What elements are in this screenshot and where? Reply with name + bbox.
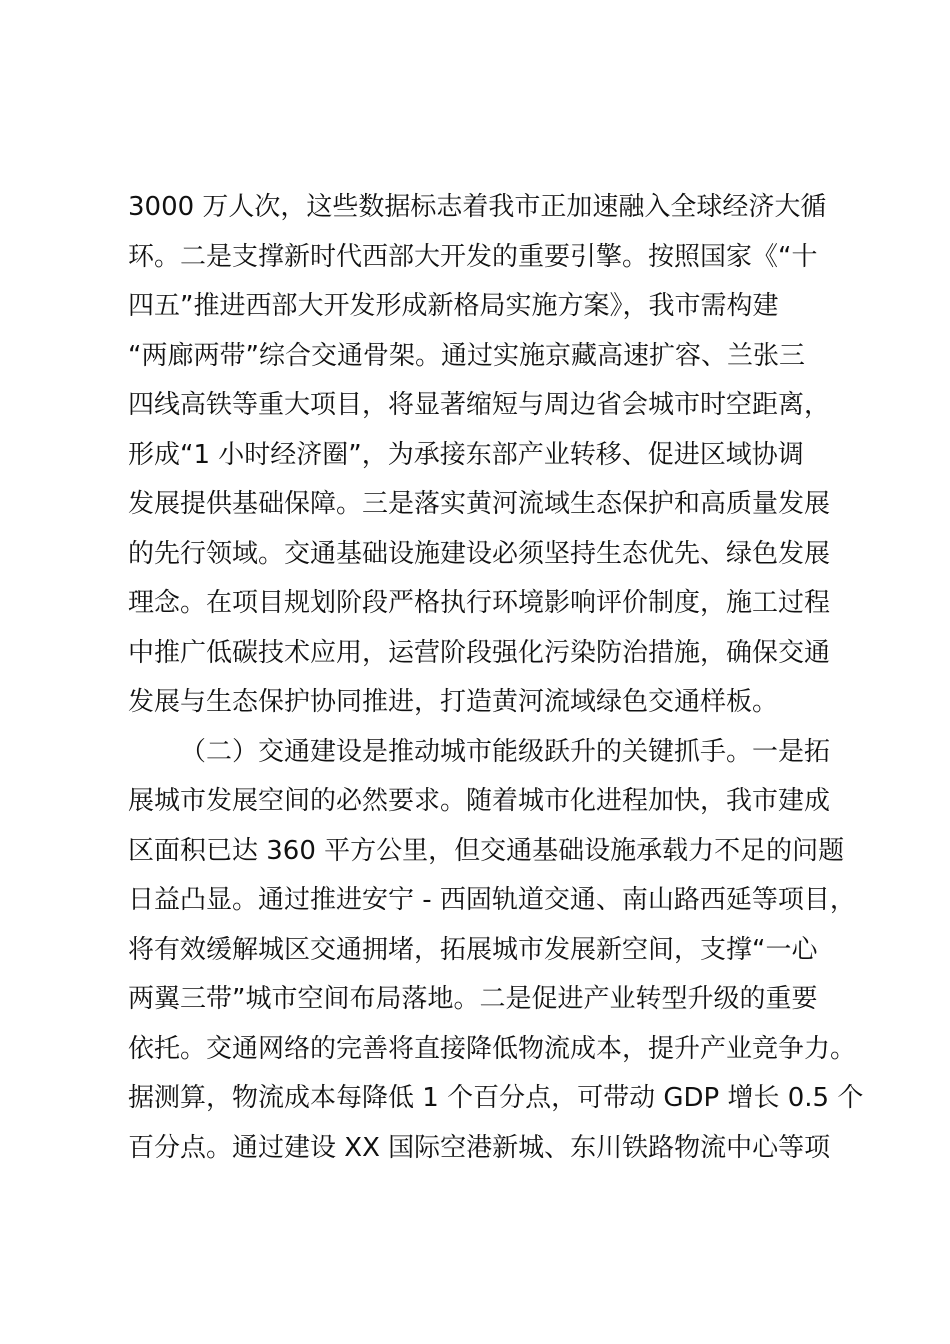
text-line: 的先行领域。交通基础设施建设必须坚持生态优先、绿色发展: [128, 538, 831, 569]
text-line: “两廊两带”综合交通骨架。通过实施京藏高速扩容、兰张三: [128, 340, 805, 371]
text-line: 将有效缓解城区交通拥堵，拓展城市发展新空间，支撑“一心: [128, 934, 818, 965]
text-line: 日益凸显。通过推进安宁 - 西固轨道交通、南山路西延等项目，: [128, 885, 856, 915]
text-line: 发展提供基础保障。三是落实黄河流域生态保护和高质量发展: [128, 489, 831, 519]
text-line: 发展与生态保护协同推进，打造黄河流域绿色交通样板。: [128, 687, 779, 717]
paragraph-heading-line: （二）交通建设是推动城市能级跃升的关键抓手。一是拓: [180, 736, 831, 767]
text-line: 3000 万人次，这些数据标志着我市正加速融入全球经济大循: [128, 192, 827, 222]
text-line: 四五”推进西部大开发形成新格局实施方案》，我市需构建: [128, 291, 779, 321]
text-line: 两翼三带”城市空间布局落地。二是促进产业转型升级的重要: [128, 984, 818, 1014]
text-line: 依托。交通网络的完善将直接降低物流成本，提升产业竞争力。: [128, 1033, 857, 1064]
text-line: 展城市发展空间的必然要求。随着城市化进程加快，我市建成: [128, 786, 831, 816]
text-line: 环。二是支撑新时代西部大开发的重要引擎。按照国家《“十: [128, 241, 818, 272]
text-line: 四线高铁等重大项目，将显著缩短与周边省会城市时空距离，: [128, 390, 831, 420]
text-line: 中推广低碳技术应用，运营阶段强化污染防治措施，确保交通: [128, 637, 831, 668]
text-line: 百分点。通过建设 XX 国际空港新城、东川铁路物流中心等项: [128, 1132, 831, 1163]
document-body: [128, 183, 864, 1173]
text-line: 理念。在项目规划阶段严格执行环境影响评价制度，施工过程: [128, 588, 831, 618]
text-line: 据测算，物流成本每降低 1 个百分点，可带动 GDP 增长 0.5 个: [128, 1083, 864, 1113]
text-line: 区面积已达 360 平方公里，但交通基础设施承载力不足的问题: [128, 835, 845, 866]
text-line: 形成“1 小时经济圈”，为承接东部产业转移、促进区域协调: [128, 439, 804, 470]
